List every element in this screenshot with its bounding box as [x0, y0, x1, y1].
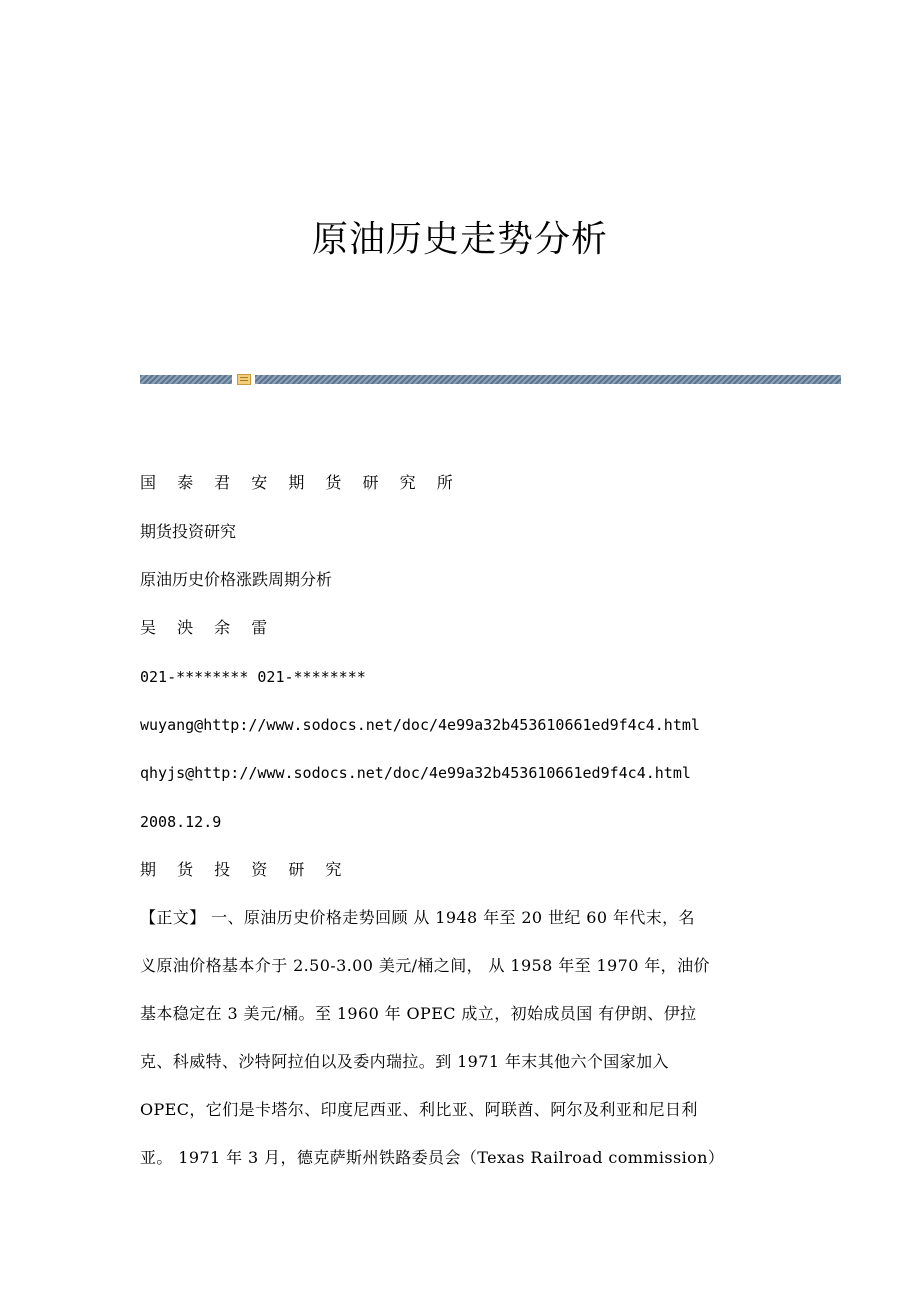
- title-divider: [140, 375, 841, 384]
- body-paragraph-line: 克、科威特、沙特阿拉伯以及委内瑞拉。到 1971 年末其他六个国家加入: [140, 1052, 669, 1071]
- body-paragraph-line: 基本稳定在 3 美元/桶。至 1960 年 OPEC 成立，初始成员国 有伊朗、伊拉: [140, 1004, 697, 1023]
- institution-name: 国 泰 君 安 期 货 研 究 所: [140, 473, 461, 492]
- report-subtitle: 原油历史价格涨跌周期分析: [140, 570, 333, 589]
- report-date: 2008.12.9: [140, 813, 222, 831]
- page-title: 原油历史走势分析: [311, 219, 608, 260]
- category-label: 期货投资研究: [140, 522, 237, 541]
- authors: 吴 泱 余 雷: [140, 618, 276, 637]
- email-wuyang: wuyang@http://www.sodocs.net/doc/4e99a32b453610661ed9f4c4.html: [140, 716, 700, 734]
- divider-ornament-icon: [237, 374, 251, 385]
- body-paragraph-line: OPEC，它们是卡塔尔、印度尼西亚、利比亚、阿联酋、阿尔及利亚和尼日利: [140, 1100, 698, 1119]
- body-paragraph-line: 义原油价格基本介于 2.50-3.00 美元/桶之间， 从 1958 年至 1970 年，油价: [140, 956, 710, 975]
- section-label: 期 货 投 资 研 究: [140, 860, 350, 879]
- divider-bar-left: [140, 375, 232, 384]
- body-paragraph-line: 【正文】 一、原油历史价格走势回顾 从 1948 年至 20 世纪 60 年代末，名: [140, 908, 695, 927]
- phone-numbers: 021-******** 021-********: [140, 668, 366, 686]
- email-qhyjs: qhyjs@http://www.sodocs.net/doc/4e99a32b453610661ed9f4c4.html: [140, 764, 691, 782]
- divider-bar-right: [255, 375, 841, 384]
- body-paragraph-line: 亚。 1971 年 3 月，德克萨斯州铁路委员会（Texas Railroad commission）: [140, 1148, 725, 1167]
